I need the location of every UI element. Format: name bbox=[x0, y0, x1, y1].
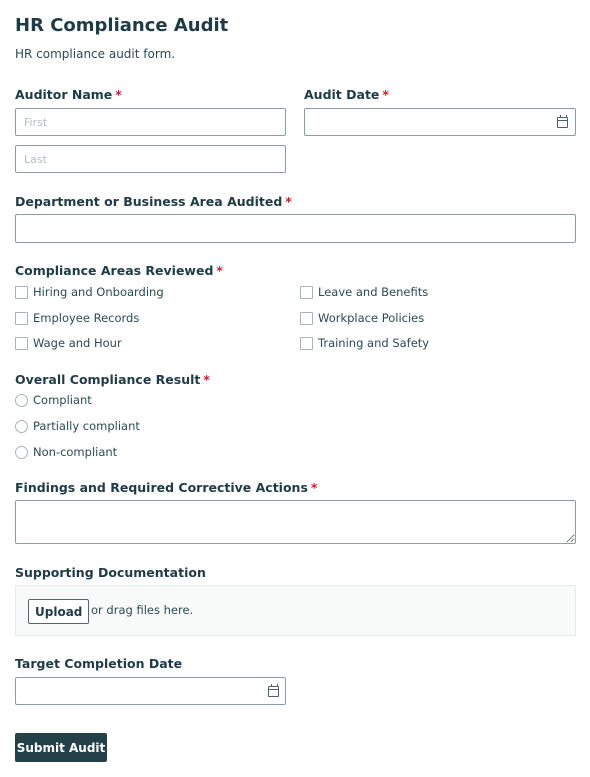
calendar-icon[interactable] bbox=[268, 686, 279, 697]
checkbox-wage-hour[interactable] bbox=[15, 336, 122, 350]
required-marker: * bbox=[285, 194, 292, 209]
department-label bbox=[15, 194, 292, 209]
checkbox-box[interactable] bbox=[15, 337, 28, 350]
auditor-name-label bbox=[15, 87, 122, 102]
radio-circle[interactable] bbox=[15, 394, 28, 407]
required-marker: * bbox=[115, 87, 122, 102]
findings-label-text: Findings and Required Corrective Actions bbox=[15, 480, 308, 495]
audit-date-label-text: Audit Date bbox=[304, 87, 380, 102]
checkbox-box[interactable] bbox=[15, 312, 28, 325]
compliance-areas-label bbox=[15, 263, 223, 278]
checkbox-hiring-onboarding[interactable] bbox=[15, 285, 164, 299]
radio-label: Non-compliant bbox=[33, 445, 118, 459]
radio-compliant[interactable] bbox=[15, 393, 92, 407]
checkbox-workplace-policies[interactable] bbox=[300, 311, 424, 325]
checkbox-label: Leave and Benefits bbox=[318, 285, 429, 299]
checkbox-label: Training and Safety bbox=[318, 336, 430, 350]
checkbox-box[interactable] bbox=[300, 286, 313, 299]
required-marker: * bbox=[382, 87, 389, 102]
checkbox-leave-benefits[interactable] bbox=[300, 285, 428, 299]
file-dropzone[interactable] bbox=[15, 585, 576, 636]
target-date-input[interactable] bbox=[15, 677, 286, 705]
checkbox-box[interactable] bbox=[300, 312, 313, 325]
radio-label: Compliant bbox=[33, 393, 92, 407]
checkbox-label: Wage and Hour bbox=[33, 336, 122, 350]
checkbox-label: Hiring and Onboarding bbox=[33, 285, 164, 299]
calendar-icon[interactable] bbox=[557, 117, 568, 128]
auditor-name-label-text: Auditor Name bbox=[15, 87, 113, 102]
drag-files-text: or drag files here. bbox=[91, 603, 194, 617]
required-marker: * bbox=[310, 480, 318, 495]
form-title: HR Compliance Audit bbox=[15, 15, 229, 36]
target-date-label: Target Completion Date bbox=[15, 656, 183, 671]
auditor-first-name-input[interactable] bbox=[15, 108, 286, 136]
checkbox-employee-records[interactable] bbox=[15, 311, 139, 325]
compliance-areas-label-text: Compliance Areas Reviewed bbox=[15, 263, 214, 278]
audit-date-label bbox=[304, 87, 389, 102]
radio-non-compliant[interactable] bbox=[15, 445, 117, 459]
required-marker: * bbox=[216, 263, 223, 278]
auditor-last-name-input[interactable] bbox=[15, 145, 286, 173]
checkbox-label: Employee Records bbox=[33, 311, 140, 325]
radio-partially-compliant[interactable] bbox=[15, 419, 140, 433]
checkbox-label: Workplace Policies bbox=[318, 311, 425, 325]
radio-circle[interactable] bbox=[15, 446, 28, 459]
overall-result-label bbox=[15, 372, 210, 387]
audit-date-input[interactable] bbox=[304, 108, 576, 136]
findings-textarea[interactable] bbox=[15, 500, 576, 544]
audit-date-field[interactable] bbox=[304, 108, 576, 136]
checkbox-box[interactable] bbox=[300, 337, 313, 350]
form-description: HR compliance audit form. bbox=[15, 47, 176, 61]
required-marker: * bbox=[203, 372, 210, 387]
target-date-field[interactable] bbox=[15, 677, 286, 705]
department-label-text: Department or Business Area Audited bbox=[15, 194, 283, 209]
checkbox-box[interactable] bbox=[15, 286, 28, 299]
checkbox-training-safety[interactable] bbox=[300, 336, 429, 350]
radio-circle[interactable] bbox=[15, 420, 28, 433]
radio-label: Partially compliant bbox=[33, 419, 140, 433]
overall-result-label-text: Overall Compliance Result bbox=[15, 372, 201, 387]
findings-label bbox=[15, 480, 317, 495]
upload-button[interactable]: Upload bbox=[28, 599, 89, 624]
submit-audit-button[interactable]: Submit Audit bbox=[15, 733, 107, 762]
department-input[interactable] bbox=[15, 214, 576, 243]
supporting-docs-label: Supporting Documentation bbox=[15, 565, 206, 580]
